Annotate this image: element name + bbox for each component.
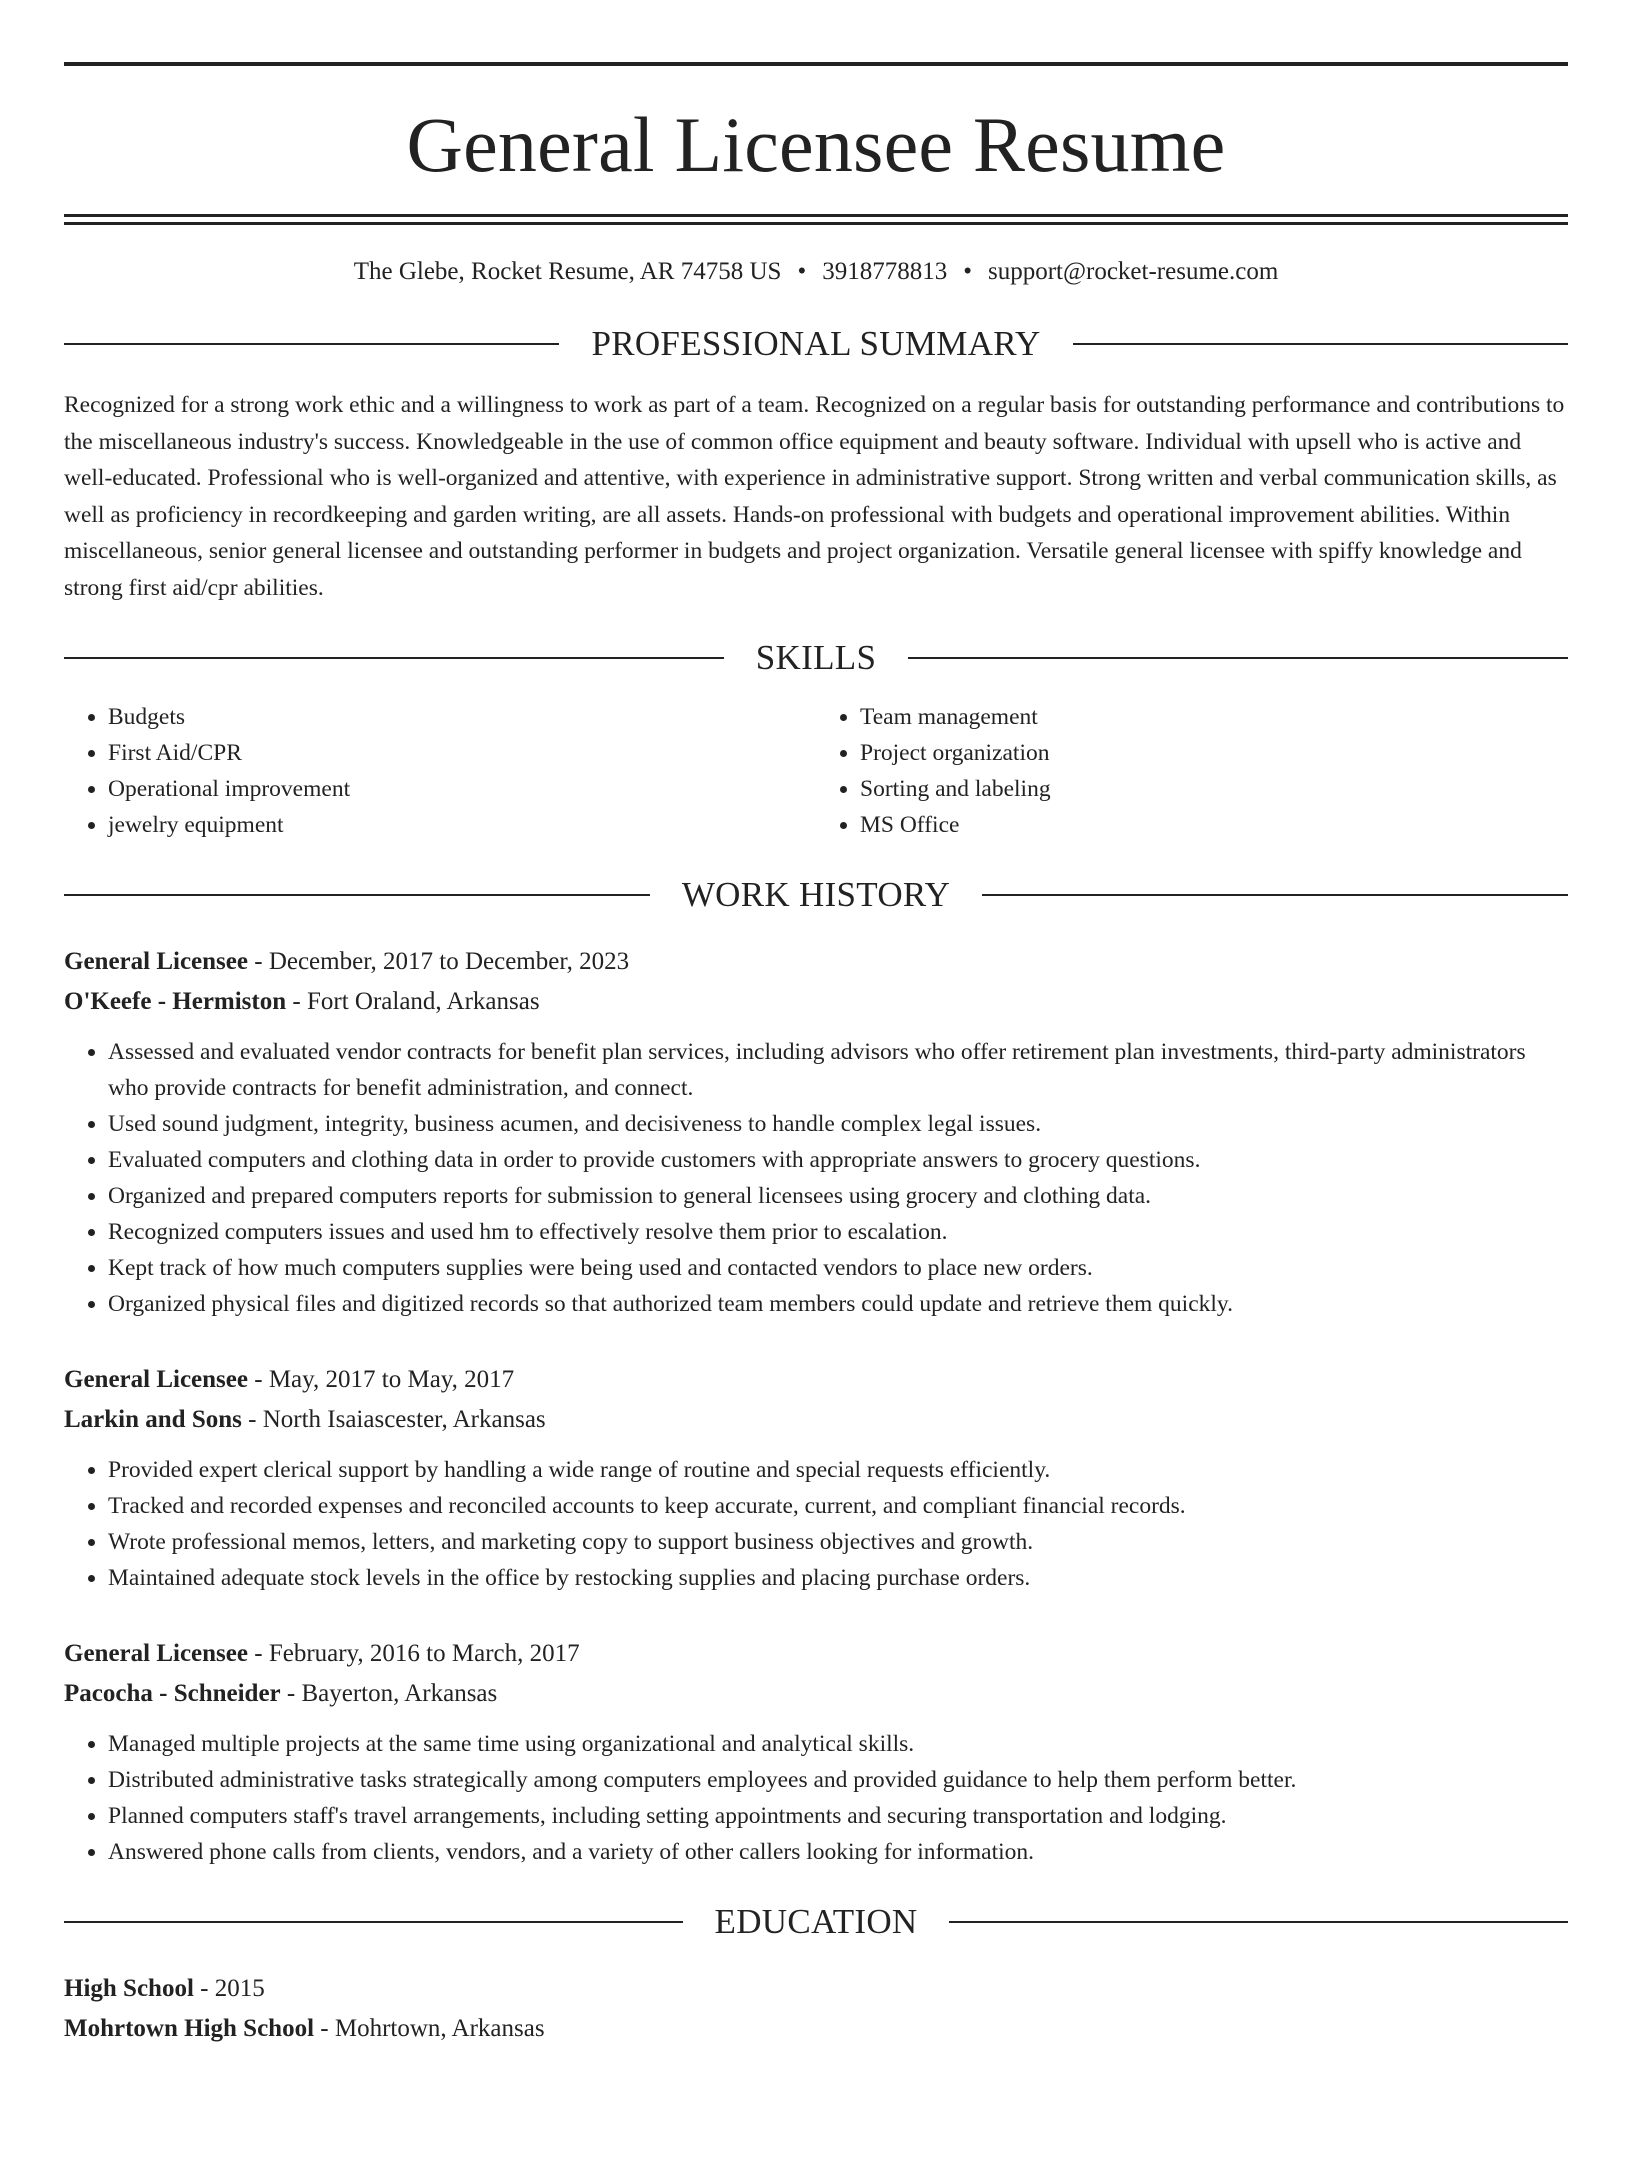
contact-separator: • bbox=[797, 258, 807, 285]
heading-rule bbox=[949, 1921, 1568, 1923]
contact-separator: • bbox=[963, 258, 972, 285]
education-degree-line: High School - 2015 bbox=[64, 1975, 265, 2002]
job-company: Larkin and Sons bbox=[64, 1406, 242, 1433]
skill-item: • Sorting and labeling bbox=[860, 771, 1568, 807]
job-bullet: • Organized and prepared computers reports for submission to general licensees using grocery and clothing data. bbox=[108, 1178, 1568, 1214]
skill-item: • First Aid/CPR bbox=[108, 735, 816, 771]
heading-rule bbox=[1073, 343, 1568, 345]
job-title: General Licensee bbox=[64, 1640, 248, 1667]
job-bullet: • Organized physical files and digitized records so that authorized team members could update and retrieve them quickly. bbox=[108, 1286, 1568, 1322]
contact-phone: 3918778813 bbox=[822, 258, 948, 285]
heading-rule bbox=[64, 1921, 683, 1923]
job-title: General Licensee bbox=[64, 1366, 248, 1393]
job-entry bbox=[64, 1360, 1568, 1596]
heading-rule bbox=[908, 657, 1568, 659]
education-heading bbox=[64, 1904, 1568, 1939]
job-company: O'Keefe - Hermiston bbox=[64, 988, 287, 1015]
contact-line bbox=[64, 259, 1568, 284]
education-year: 2015 bbox=[214, 1975, 265, 2002]
job-title: General Licensee bbox=[64, 948, 248, 975]
job-dates: May, 2017 to May, 2017 bbox=[268, 1366, 515, 1393]
job-bullet: • Tracked and recorded expenses and reconciled accounts to keep accurate, current, and compliant financial records. bbox=[108, 1488, 1568, 1524]
skill-item: • Project organization bbox=[860, 735, 1568, 771]
contact-email: support@rocket-resume.com bbox=[987, 258, 1279, 285]
top-rule bbox=[64, 62, 1568, 66]
education-title: EDUCATION bbox=[714, 1902, 918, 1941]
skill-item: • Budgets bbox=[108, 699, 816, 735]
education-location: Mohrtown, Arkansas bbox=[334, 2015, 545, 2042]
skill-item: • jewelry equipment bbox=[108, 807, 816, 843]
job-location: North Isaiascester, Arkansas bbox=[262, 1406, 546, 1433]
education-school-line: Mohrtown High School - Mohrtown, Arkansas bbox=[64, 2015, 545, 2042]
education-degree: High School bbox=[64, 1975, 194, 2002]
summary-heading bbox=[64, 326, 1568, 361]
job-company: Pacocha - Schneider bbox=[64, 1680, 281, 1707]
job-entry bbox=[64, 1634, 1568, 1870]
skills-column-left bbox=[64, 699, 816, 843]
skill-item: • MS Office bbox=[860, 807, 1568, 843]
job-bullet: • Maintained adequate stock levels in the office by restocking supplies and placing purchase orders. bbox=[108, 1560, 1568, 1596]
job-dates: February, 2016 to March, 2017 bbox=[268, 1640, 580, 1667]
job-bullet: • Distributed administrative tasks strategically among computers employees and provided guidance to help them perform better. bbox=[108, 1762, 1568, 1798]
work-heading bbox=[64, 877, 1568, 912]
job-bullet: • Kept track of how much computers supplies were being used and contacted vendors to place new orders. bbox=[108, 1250, 1568, 1286]
job-bullets bbox=[64, 1034, 1568, 1322]
job-title-line: General Licensee - December, 2017 to December, 2023 bbox=[64, 948, 630, 975]
job-company-line: Larkin and Sons - North Isaiascester, Arkansas bbox=[64, 1406, 546, 1433]
skill-item: • Operational improvement bbox=[108, 771, 816, 807]
job-bullets bbox=[64, 1452, 1568, 1596]
job-dates: December, 2017 to December, 2023 bbox=[268, 948, 630, 975]
job-entry bbox=[64, 942, 1568, 1322]
title-double-rule bbox=[64, 214, 1568, 225]
summary-text: Recognized for a strong work ethic and a willingness to work as part of a team. Recognized on a regular basis for outstanding performance and contributions to the miscellaneous industry's success. Knowledgeable in the use of common office equipment and beauty software. Individual with upsell who is active and well-educated. Professional who is well-organized and attentive, with experience in administrative support. Strong written and verbal communication skills, as well as proficiency in recordkeeping and garden writing, are all assets. Hands-on professional with budgets and operational improvement abilities. Within miscellaneous, senior general licensee and outstanding performer in budgets and project organization. Versatile general licensee with spiffy knowledge and strong first aid/cpr abilities. bbox=[64, 392, 1565, 601]
job-company-line: Pacocha - Schneider - Bayerton, Arkansas bbox=[64, 1680, 498, 1707]
skills-column-right bbox=[816, 699, 1568, 843]
job-bullet: • Answered phone calls from clients, vendors, and a variety of other callers looking for information. bbox=[108, 1834, 1568, 1870]
job-bullet: • Managed multiple projects at the same time using organizational and analytical skills. bbox=[108, 1726, 1568, 1762]
summary-title: PROFESSIONAL SUMMARY bbox=[591, 324, 1041, 363]
skills-title: SKILLS bbox=[755, 638, 877, 677]
education-school: Mohrtown High School bbox=[64, 2015, 315, 2042]
job-title-line: General Licensee - May, 2017 to May, 2017 bbox=[64, 1366, 515, 1393]
job-bullet: • Provided expert clerical support by handling a wide range of routine and special requests efficiently. bbox=[108, 1452, 1568, 1488]
job-bullet: • Recognized computers issues and used hm to effectively resolve them prior to escalation. bbox=[108, 1214, 1568, 1250]
job-bullet: • Used sound judgment, integrity, business acumen, and decisiveness to handle complex legal issues. bbox=[108, 1106, 1568, 1142]
resume-title: General Licensee Resume bbox=[406, 101, 1226, 188]
job-bullet: • Evaluated computers and clothing data in order to provide customers with appropriate answers to grocery questions. bbox=[108, 1142, 1568, 1178]
heading-rule bbox=[64, 343, 559, 345]
heading-rule bbox=[982, 894, 1568, 896]
job-location: Fort Oraland, Arkansas bbox=[306, 988, 540, 1015]
skills-heading bbox=[64, 640, 1568, 675]
education-entry bbox=[64, 1969, 1568, 2049]
job-bullet: • Assessed and evaluated vendor contracts for benefit plan services, including advisors who offer retirement plan investments, third-party administrators who provide contracts for benefit administration, and connect. bbox=[108, 1034, 1568, 1106]
job-bullet: • Planned computers staff's travel arrangements, including setting appointments and securing transportation and lodging. bbox=[108, 1798, 1568, 1834]
work-title: WORK HISTORY bbox=[681, 875, 951, 914]
job-title-line: General Licensee - February, 2016 to March, 2017 bbox=[64, 1640, 580, 1667]
heading-rule bbox=[64, 657, 724, 659]
job-bullet: • Wrote professional memos, letters, and marketing copy to support business objectives and growth. bbox=[108, 1524, 1568, 1560]
heading-rule bbox=[64, 894, 650, 896]
resume-page bbox=[0, 62, 1632, 2174]
skills-list bbox=[64, 699, 1568, 843]
contact-address: The Glebe, Rocket Resume, AR 74758 US bbox=[353, 258, 782, 285]
job-company-line: O'Keefe - Hermiston - Fort Oraland, Arkansas bbox=[64, 988, 540, 1015]
skill-item: • Team management bbox=[860, 699, 1568, 735]
job-location: Bayerton, Arkansas bbox=[301, 1680, 498, 1707]
job-bullets bbox=[64, 1726, 1568, 1870]
